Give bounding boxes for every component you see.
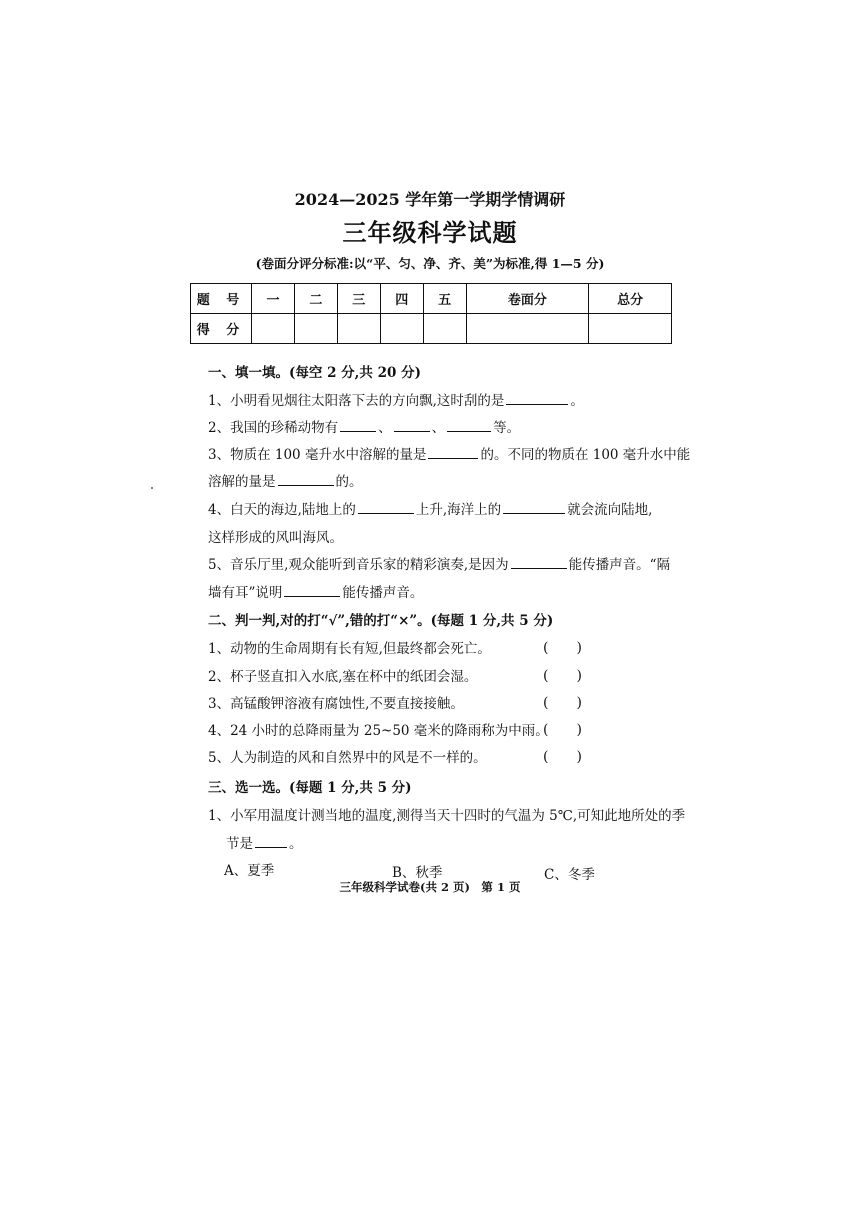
s1-question-4: [208, 498, 652, 518]
score-col-4: 四: [380, 284, 423, 314]
score-col-2: 二: [294, 284, 337, 314]
s1-q1-end: 。: [570, 393, 584, 409]
s1-question-5-cont: [208, 581, 423, 601]
s1-q5-text: 5、音乐厅里,观众能听到音乐家的精彩演奏,是因为: [208, 557, 509, 573]
question-number-label: 题 号: [191, 284, 252, 314]
s1-question-4-cont: 这样形成的风叫海风。: [208, 530, 343, 546]
s1-q4-text: 4、白天的海边,陆地上的: [208, 502, 356, 518]
answer-blank[interactable]: [340, 417, 376, 432]
score-col-1: 一: [252, 284, 295, 314]
answer-parentheses[interactable]: ( ): [543, 668, 582, 684]
section2-heading: 二、判一判,对的打“√”,错的打“×”。(每题 1 分,共 5 分): [208, 613, 554, 629]
s3-question-1: 1、小军用温度计测当地的温度,测得当天十四时的气温为 5℃,可知此地所处的季: [208, 808, 686, 824]
scoring-note: (卷面分评分标准:以“平、匀、净、齐、美”为标准,得 1—5 分): [255, 256, 605, 271]
score-table-header-row: [191, 284, 672, 314]
answer-blank[interactable]: [428, 444, 478, 459]
s1-q5-mid: 能传播声音。“隔: [568, 557, 671, 573]
score-cell[interactable]: [380, 314, 423, 344]
s1-q2-sep1: 、: [378, 420, 392, 436]
score-col-5: 五: [423, 284, 466, 314]
scan-speck: [151, 487, 153, 489]
s1-q5-text2: 墙有耳”说明: [208, 585, 283, 601]
s1-question-2: [208, 416, 520, 436]
s3-q1-text2: 节是: [226, 836, 253, 852]
s1-q3-end: 的。: [335, 474, 363, 490]
section3-heading: 三、选一选。(每题 1 分,共 5 分): [208, 780, 412, 796]
answer-blank[interactable]: [511, 554, 567, 569]
s3-question-1-cont: [226, 832, 303, 852]
s3-q1-end: 。: [289, 836, 303, 852]
s2-item-1: 1、动物的生命周期有长有短,但最终都会死亡。: [208, 641, 491, 657]
answer-parentheses[interactable]: ( ): [543, 695, 582, 711]
score-table: [190, 283, 672, 344]
score-col-3: 三: [337, 284, 380, 314]
score-cell[interactable]: [252, 314, 295, 344]
option-c[interactable]: C、冬季: [544, 867, 595, 883]
s2-item-4: 4、24 小时的总降雨量为 25~50 毫米的降雨称为中雨。: [208, 723, 549, 739]
s1-q4-mid2: 就会流向陆地,: [567, 502, 653, 518]
s2-item-2: 2、杯子竖直扣入水底,塞在杯中的纸团会湿。: [208, 669, 478, 685]
s1-q2-sep2: 、: [431, 420, 446, 436]
answer-blank[interactable]: [255, 833, 287, 848]
s1-q3-mid: 的。不同的物质在 100 毫升水中能: [480, 447, 691, 463]
score-cell[interactable]: [466, 314, 589, 344]
answer-blank[interactable]: [447, 417, 491, 432]
answer-blank[interactable]: [503, 499, 565, 514]
score-cell[interactable]: [337, 314, 380, 344]
s1-question-1: [208, 389, 584, 409]
answer-parentheses[interactable]: ( ): [543, 749, 582, 765]
answer-parentheses[interactable]: ( ): [543, 722, 582, 738]
option-b[interactable]: B、秋季: [392, 865, 443, 881]
s2-item-3: 3、高锰酸钾溶液有腐蚀性,不要直接接触。: [208, 696, 464, 712]
answer-parentheses[interactable]: ( ): [543, 640, 582, 656]
s1-question-3: [208, 443, 690, 463]
s1-q4-mid: 上升,海洋上的: [415, 502, 502, 518]
s1-q3-text: 3、物质在 100 毫升水中溶解的量是: [208, 447, 427, 463]
exam-subtitle: 2024—2025 学年第一学期学情调研: [294, 190, 566, 209]
score-label: 得 分: [191, 314, 252, 344]
score-cell[interactable]: [589, 314, 672, 344]
score-cell[interactable]: [423, 314, 466, 344]
option-a[interactable]: A、夏季: [224, 863, 275, 879]
s1-q3-text2: 溶解的量是: [208, 474, 276, 490]
score-table-score-row: [191, 314, 672, 344]
s1-q5-end: 能传播声音。: [342, 585, 424, 601]
exam-title: 三年级科学试题: [342, 218, 518, 247]
answer-blank[interactable]: [278, 471, 334, 486]
answer-blank[interactable]: [284, 582, 340, 597]
s1-q2-end: 等。: [493, 420, 521, 436]
s1-question-5: [208, 553, 670, 573]
page-footer: 三年级科学试卷(共 2 页) 第 1 页: [339, 880, 521, 894]
s1-q1-text: 1、小明看见烟往太阳落下去的方向飘,这时刮的是: [208, 393, 505, 409]
s1-q2-text: 2、我国的珍稀动物有: [208, 420, 339, 436]
score-cell[interactable]: [294, 314, 337, 344]
score-col-neatness: 卷面分: [466, 284, 589, 314]
answer-blank[interactable]: [358, 499, 414, 514]
answer-blank[interactable]: [506, 390, 568, 405]
s1-question-3-cont: [208, 470, 363, 490]
answer-blank[interactable]: [394, 417, 430, 432]
s2-item-5: 5、人为制造的风和自然界中的风是不一样的。: [208, 750, 487, 766]
score-col-total: 总分: [589, 284, 672, 314]
section1-heading: 一、填一填。(每空 2 分,共 20 分): [208, 365, 421, 381]
